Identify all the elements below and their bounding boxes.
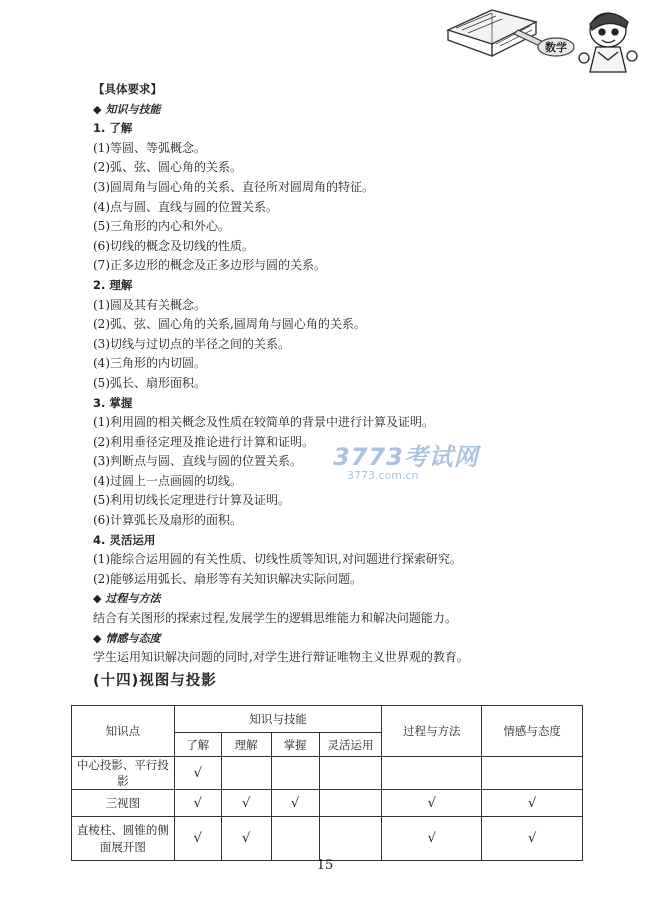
check-cell: √ bbox=[221, 817, 271, 861]
diamond-icon: ◆ bbox=[93, 102, 102, 116]
row-label-line: 直棱柱、圆锥的侧 bbox=[76, 822, 169, 837]
subheader-understand: 了解 bbox=[174, 733, 221, 757]
check-cell bbox=[482, 757, 583, 790]
check-cell: √ bbox=[382, 817, 482, 861]
knowledge-skills-heading: ◆ 知识与技能 bbox=[93, 102, 161, 116]
check-cell: √ bbox=[174, 790, 221, 817]
process-heading: ◆ 过程与方法 bbox=[93, 592, 161, 606]
level-title: 2. 理解 bbox=[93, 277, 133, 292]
header-knowledge-point: 知识点 bbox=[72, 706, 175, 757]
check-cell: √ bbox=[221, 790, 271, 817]
subheader-comprehend: 理解 bbox=[221, 733, 271, 757]
list-item: (4)点与圆、直线与圆的位置关系。 bbox=[93, 199, 278, 214]
subheader-master: 掌握 bbox=[271, 733, 319, 757]
table-row bbox=[72, 790, 583, 817]
list-item: (1)圆及其有关概念。 bbox=[93, 297, 206, 312]
check-cell: √ bbox=[174, 817, 221, 861]
page-number: 15 bbox=[316, 858, 334, 873]
check-cell bbox=[271, 817, 319, 861]
process-text: 结合有关图形的探索过程,发展学生的逻辑思维能力和解决问题能力。 bbox=[93, 611, 457, 626]
header-emotion: 情感与态度 bbox=[482, 706, 583, 757]
check-cell bbox=[319, 757, 382, 790]
list-item: (3)切线与过切点的半径之间的关系。 bbox=[93, 336, 290, 351]
subheader-apply: 灵活运用 bbox=[319, 733, 382, 757]
emotion-text: 学生运用知识解决问题的同时,对学生进行辩证唯物主义世界观的教育。 bbox=[93, 650, 469, 665]
watermark bbox=[333, 437, 479, 482]
requirements-table bbox=[71, 705, 583, 861]
emotion-heading: ◆ 情感与态度 bbox=[93, 631, 161, 645]
row-label bbox=[72, 817, 175, 861]
diamond-icon: ◆ bbox=[93, 592, 102, 606]
main-content bbox=[93, 80, 533, 692]
row-label-line: 面展开图 bbox=[99, 839, 146, 854]
list-item: (7)正多边形的概念及正多边形与圆的关系。 bbox=[93, 258, 326, 273]
list-item: (1)利用圆的相关概念及性质在较简单的背景中进行计算及证明。 bbox=[93, 415, 435, 430]
check-cell: √ bbox=[174, 757, 221, 790]
check-cell bbox=[319, 790, 382, 817]
list-item: (2)能够运用弧长、扇形等有关知识解决实际问题。 bbox=[93, 571, 362, 586]
level-title: 4. 灵活运用 bbox=[93, 532, 156, 547]
level-title: 3. 掌握 bbox=[93, 395, 133, 410]
list-item: (2)弧、弦、圆心角的关系。 bbox=[93, 160, 242, 175]
list-item: (2)利用垂径定理及推论进行计算和证明。 bbox=[93, 434, 314, 449]
subject-label: 数学 bbox=[545, 41, 567, 54]
list-item: (2)弧、弦、圆心角的关系,圆周角与圆心角的关系。 bbox=[93, 317, 366, 332]
book-icon bbox=[430, 0, 650, 80]
check-cell: √ bbox=[482, 817, 583, 861]
list-item: (3)判断点与圆、直线与圆的位置关系。 bbox=[93, 454, 302, 469]
check-cell bbox=[221, 757, 271, 790]
requirements-heading: 【具体要求】 bbox=[93, 82, 162, 96]
diamond-icon: ◆ bbox=[93, 631, 102, 645]
check-cell: √ bbox=[271, 790, 319, 817]
list-item: (5)弧长、扇形面积。 bbox=[93, 375, 206, 390]
cartoon-student-icon bbox=[579, 13, 637, 72]
list-item: (6)切线的概念及切线的性质。 bbox=[93, 238, 254, 253]
section-title: (十四)视图与投影 bbox=[93, 672, 217, 689]
row-label: 中心投影、平行投影 bbox=[72, 757, 175, 790]
list-item: (4)过圆上一点画圆的切线。 bbox=[93, 473, 242, 488]
header-process: 过程与方法 bbox=[382, 706, 482, 757]
list-item: (5)三角形的内心和外心。 bbox=[93, 219, 230, 234]
watermark-logo-text: 3773考试网 bbox=[333, 443, 479, 471]
watermark-url: 3773.com.cn bbox=[347, 469, 419, 482]
header-decoration bbox=[430, 0, 650, 80]
list-item: (5)利用切线长定理进行计算及证明。 bbox=[93, 493, 290, 508]
list-item: (1)等圆、等弧概念。 bbox=[93, 140, 206, 155]
list-item: (4)三角形的内切圆。 bbox=[93, 356, 206, 371]
list-item: (1)能综合运用圆的有关性质、切线性质等知识,对问题进行探索研究。 bbox=[93, 552, 462, 567]
check-cell bbox=[319, 817, 382, 861]
list-item: (3)圆周角与圆心角的关系、直径所对圆周角的特征。 bbox=[93, 179, 375, 194]
list-item: (6)计算弧长及扇形的面积。 bbox=[93, 513, 242, 528]
level-title: 1. 了解 bbox=[93, 121, 133, 136]
row-label: 三视图 bbox=[72, 790, 175, 817]
table-row bbox=[72, 817, 583, 861]
check-cell bbox=[382, 757, 482, 790]
header-knowledge-skills: 知识与技能 bbox=[174, 706, 382, 733]
check-cell: √ bbox=[482, 790, 583, 817]
check-cell bbox=[271, 757, 319, 790]
table-row bbox=[72, 757, 583, 790]
check-cell: √ bbox=[382, 790, 482, 817]
